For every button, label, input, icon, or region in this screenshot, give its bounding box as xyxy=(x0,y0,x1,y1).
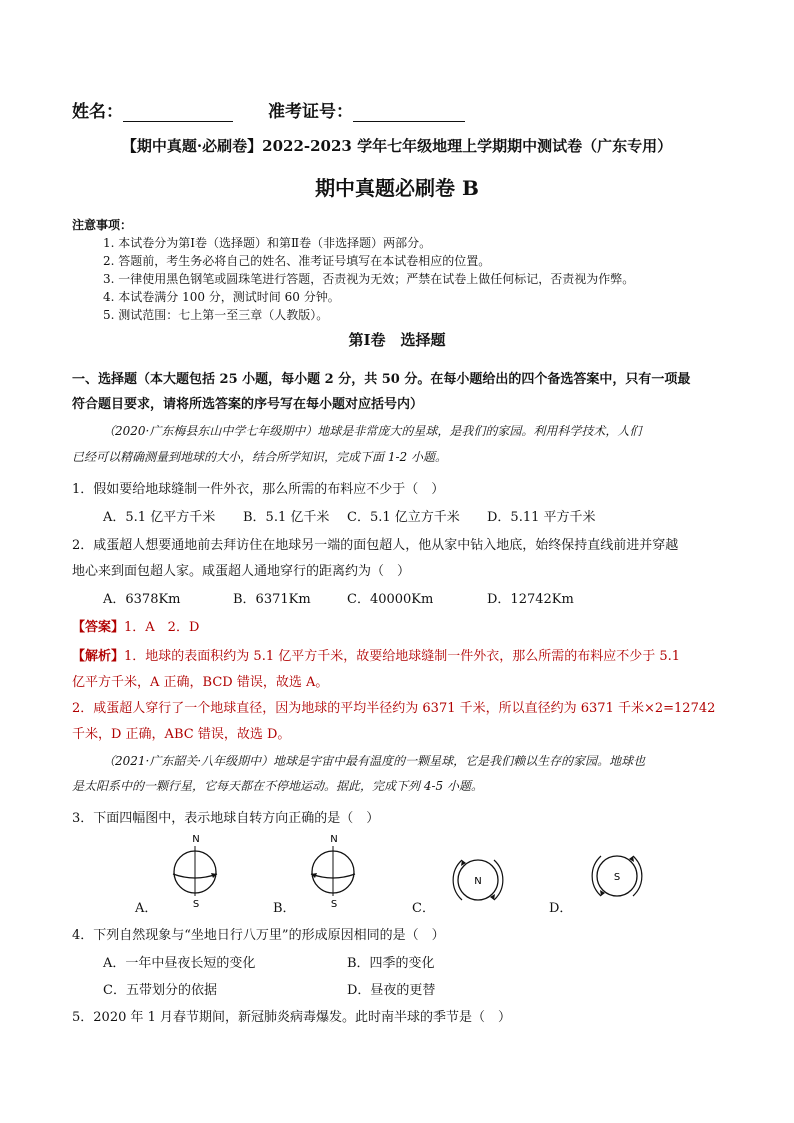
option-b[interactable]: B．四季的变化 xyxy=(347,956,435,971)
analysis-text: 1．地球的表面积约为 5.1 亿平方千米，故要给地球缝制一件外衣，那么所需的布料应不少于 5.1 xyxy=(124,649,681,664)
north-pole-label: N xyxy=(474,876,482,887)
option-a[interactable]: A．6378Km xyxy=(103,592,181,607)
passage-text: （2020·广东梅县东山中学七年级期中）地球是非常庞大的星球，是我们的家园。利用科学技术，人们 xyxy=(103,424,642,438)
figure-c-letter[interactable]: C． xyxy=(412,901,435,916)
name-field xyxy=(72,97,233,122)
notes-heading: 注意事项： xyxy=(72,218,133,232)
question-stem: 5．2020 年 1 月春节期间，新冠肺炎病毒爆发。此时南半球的季节是（ ） xyxy=(72,1010,512,1025)
section-title: 第Ⅰ卷 选择题 xyxy=(348,331,446,349)
option-d[interactable]: D．5.11 平方千米 xyxy=(487,510,596,525)
figure-d-letter[interactable]: D． xyxy=(549,901,573,916)
option-c[interactable]: C．40000Km xyxy=(347,592,434,607)
option-a[interactable]: A．5.1 亿平方千米 xyxy=(103,510,216,525)
figure-d-polar-diagram xyxy=(583,844,651,908)
answer-block xyxy=(72,616,199,635)
note-item: 3. 一律使用黑色钢笔或圆珠笔进行答题，否责视为无效；严禁在试卷上做任何标记，否责视为作弊。 xyxy=(103,272,635,286)
option-d[interactable]: D．昼夜的更替 xyxy=(347,983,436,998)
note-item: 2. 答题前，考生务必将自己的姓名、准考证号填写在本试卷相应的位置。 xyxy=(103,254,491,268)
north-label: N xyxy=(330,834,338,845)
answer-label: 【答案】 xyxy=(72,620,125,635)
south-label: S xyxy=(192,899,200,910)
note-item: 1. 本试卷分为第Ⅰ卷（选择题）和第Ⅱ卷（非选择题）两部分。 xyxy=(103,236,432,250)
figure-b-letter[interactable]: B． xyxy=(273,901,296,916)
option-c[interactable]: C．5.1 亿立方千米 xyxy=(347,510,460,525)
south-pole-label: S xyxy=(613,872,621,883)
question-stem: 地心来到面包超人家。咸蛋超人通地穿行的距离约为（ ） xyxy=(72,564,411,579)
analysis-text: 2．咸蛋超人穿行了一个地球直径，因为地球的平均半径约为 6371 千米，所以直径约为 6371 千米×2=12742 xyxy=(72,701,716,716)
figure-c-polar-diagram xyxy=(446,848,510,912)
passage-text: 已经可以精确测量到地球的大小，结合所学知识，完成下面 1-2 小题。 xyxy=(72,450,447,464)
paper-subtitle: 【期中真题·必刷卷】2022-2023 学年七年级地理上学期期中测试卷（广东专用） xyxy=(121,137,673,155)
passage-text: 是太阳系中的一颗行星，它每天都在不停地运动。据此，完成下列 4-5 小题。 xyxy=(72,779,483,793)
option-c[interactable]: C．五带划分的依据 xyxy=(103,983,217,998)
exam-id-field xyxy=(268,97,465,122)
question-stem: 3．下面四幅图中，表示地球自转方向正确的是（ ） xyxy=(72,811,380,826)
note-item: 4. 本试卷满分 100 分，测试时间 60 分钟。 xyxy=(103,290,340,304)
figure-a-globe-diagram xyxy=(160,830,230,912)
figure-b-globe-diagram xyxy=(298,830,368,912)
exam-id-label: 准考证号： xyxy=(268,102,353,122)
name-label: 姓名： xyxy=(72,102,123,122)
analysis-text: 千米，D 正确，ABC 错误，故选 D。 xyxy=(72,727,291,742)
south-label: S xyxy=(330,899,338,910)
section-instruction: 符合题目要求，请将所选答案的序号写在每小题对应括号内） xyxy=(72,397,424,412)
option-b[interactable]: B．5.1 亿千米 xyxy=(243,510,330,525)
note-item: 5. 测试范围：七上第一至三章（人教版）。 xyxy=(103,308,329,322)
name-underline[interactable] xyxy=(123,105,233,122)
analysis-label: 【解析】 xyxy=(72,649,125,664)
question-stem: 2．咸蛋超人想要通地前去拜访住在地球另一端的面包超人，他从家中钻入地底，始终保持直线前进并穿越 xyxy=(72,538,679,553)
option-b[interactable]: B．6371Km xyxy=(233,592,311,607)
paper-title: 期中真题必刷卷 B xyxy=(315,176,479,200)
answer-text: 1．A 2．D xyxy=(124,620,200,635)
figure-a-letter[interactable]: A． xyxy=(135,901,158,916)
exam-id-underline[interactable] xyxy=(353,105,465,122)
analysis-text: 亿平方千米，A 正确，BCD 错误，故选 A。 xyxy=(72,675,329,690)
north-label: N xyxy=(192,834,200,845)
question-stem: 4．下列自然现象与“坐地日行八万里”的形成原因相同的是（ ） xyxy=(72,928,445,943)
option-a[interactable]: A．一年中昼夜长短的变化 xyxy=(103,956,256,971)
section-instruction: 一、选择题（本大题包括 25 小题，每小题 2 分，共 50 分。在每小题给出的四个备选答案中，只有一项最 xyxy=(72,372,691,387)
question-stem: 1．假如要给地球缝制一件外衣，那么所需的布料应不少于（ ） xyxy=(72,482,445,497)
option-d[interactable]: D．12742Km xyxy=(487,592,574,607)
passage-text: （2021·广东韶关·八年级期中）地球是宇宙中最有温度的一颗星球，它是我们赖以生存的家园。地球也 xyxy=(103,754,646,768)
analysis-block xyxy=(72,645,680,664)
